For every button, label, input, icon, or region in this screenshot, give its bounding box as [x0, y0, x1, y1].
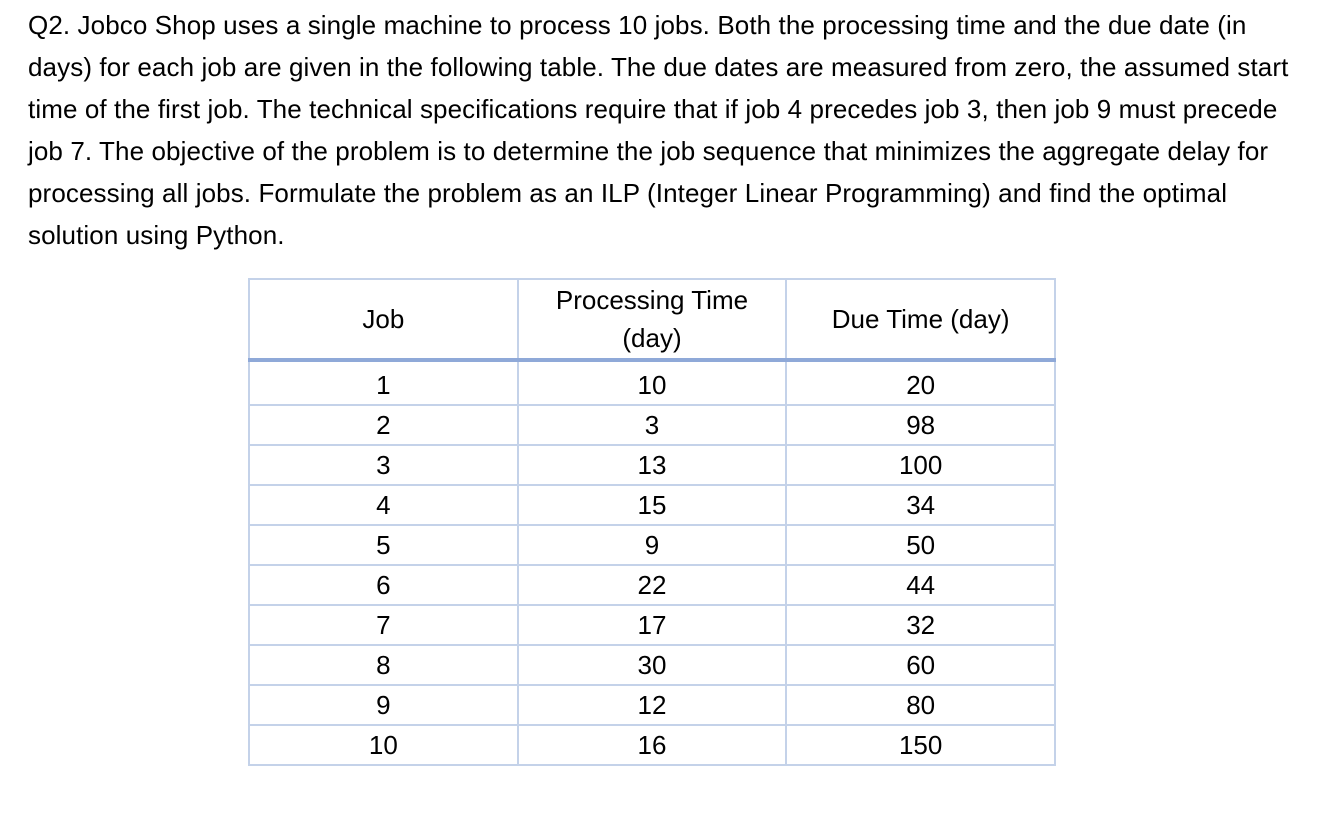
cell-due: 32: [786, 605, 1055, 645]
header-due-time: Due Time (day): [786, 279, 1055, 360]
cell-processing: 22: [518, 565, 787, 605]
cell-job: 6: [249, 565, 518, 605]
question-paragraph: Q2. Jobco Shop uses a single machine to process 10 jobs. Both the processing time and the due date (in days) for each job are given in the following table. The due dates are measured from zero, the assumed start time of the first job. The technical specifications require that if job 4 precedes job 3, then job 9 must precede job 7. The objective of the problem is to determine the job sequence that minimizes the aggregate delay for processing all jobs. Formulate the problem as an ILP (Integer Linear Programming) and find the optimal solution using Python.: [28, 10, 1289, 250]
cell-processing: 13: [518, 445, 787, 485]
cell-processing: 10: [518, 360, 787, 405]
table-row: [249, 605, 1055, 645]
cell-due: 98: [786, 405, 1055, 445]
table-body: [249, 360, 1055, 765]
cell-processing: 12: [518, 685, 787, 725]
header-processing-time: [518, 279, 787, 360]
cell-due: 20: [786, 360, 1055, 405]
cell-due: 60: [786, 645, 1055, 685]
table-row: [249, 725, 1055, 765]
cell-processing: 15: [518, 485, 787, 525]
table-row: [249, 445, 1055, 485]
cell-job: 9: [249, 685, 518, 725]
table-row: [249, 485, 1055, 525]
table-row: [249, 405, 1055, 445]
table-row: [249, 685, 1055, 725]
cell-processing: 30: [518, 645, 787, 685]
cell-processing: 3: [518, 405, 787, 445]
cell-due: 50: [786, 525, 1055, 565]
cell-job: 10: [249, 725, 518, 765]
header-processing-line2: (day): [622, 323, 682, 353]
cell-due: 34: [786, 485, 1055, 525]
cell-job: 8: [249, 645, 518, 685]
cell-job: 1: [249, 360, 518, 405]
cell-job: 2: [249, 405, 518, 445]
cell-job: 4: [249, 485, 518, 525]
table-row: [249, 525, 1055, 565]
header-job: Job: [249, 279, 518, 360]
cell-due: 100: [786, 445, 1055, 485]
header-row: [249, 279, 1055, 360]
table-row: [249, 645, 1055, 685]
cell-job: 3: [249, 445, 518, 485]
cell-due: 44: [786, 565, 1055, 605]
cell-job: 7: [249, 605, 518, 645]
cell-job: 5: [249, 525, 518, 565]
table-row: [249, 360, 1055, 405]
cell-processing: 17: [518, 605, 787, 645]
jobs-table: [248, 278, 1056, 766]
question-text-block: [28, 4, 1298, 256]
cell-due: 80: [786, 685, 1055, 725]
header-processing-line1: Processing Time: [555, 285, 749, 315]
cell-processing: 16: [518, 725, 787, 765]
cell-processing: 9: [518, 525, 787, 565]
table-header: [249, 279, 1055, 360]
table-row: [249, 565, 1055, 605]
cell-due: 150: [786, 725, 1055, 765]
